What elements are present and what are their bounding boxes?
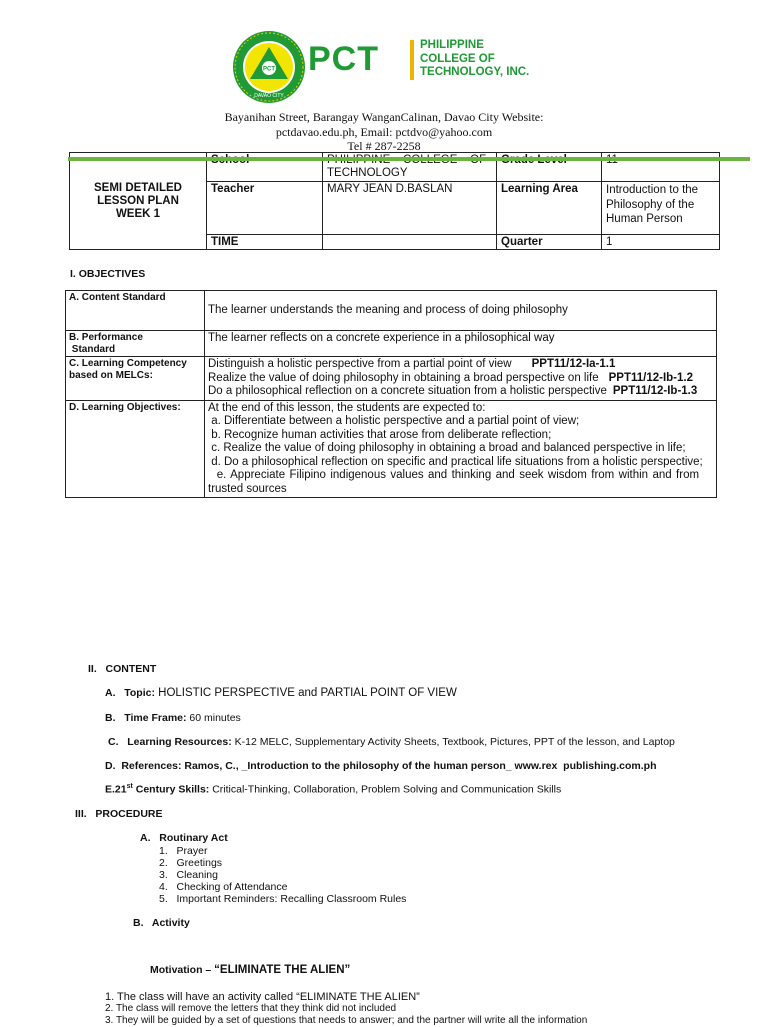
performance-label-line-2: Standard bbox=[69, 343, 116, 355]
list-item: 1. The class will have an activity called “ELIMINATE THE ALIEN” bbox=[105, 991, 420, 1003]
list-item: 3. They will be guided by a set of questions that needs to answer; and the partner will write all the information bbox=[105, 1015, 588, 1026]
skills-label: Century Skills: bbox=[132, 783, 210, 796]
competency-label-line-1: C. Learning Competency bbox=[69, 358, 187, 369]
lesson-info-table bbox=[69, 152, 720, 250]
logo-divider bbox=[410, 40, 414, 80]
performance-label-line-1: B. Performance bbox=[69, 332, 143, 343]
motivation-title: “ELIMINATE THE ALIEN” bbox=[214, 964, 351, 976]
area-line-1: Introduction to the bbox=[606, 184, 699, 196]
learning-objectives-text bbox=[205, 400, 717, 498]
skills-label-pre: E.21 bbox=[105, 783, 127, 796]
learning-competency-text bbox=[205, 357, 717, 401]
activity-label: B. Activity bbox=[133, 917, 190, 929]
routinary-list bbox=[159, 845, 406, 905]
competency-text: Distinguish a holistic perspective from a partial point of view bbox=[208, 358, 512, 370]
school-value-line-2: TECHNOLOGY bbox=[327, 167, 408, 179]
list-item: 1. Prayer bbox=[159, 845, 208, 857]
learning-area-value bbox=[602, 182, 720, 235]
learning-objective-d: d. Do a philosophical reflection on specific and practical life situations from a holistic perspective; bbox=[208, 455, 703, 468]
title-line-3: WEEK 1 bbox=[115, 207, 161, 220]
procedure-heading: III. PROCEDURE bbox=[75, 808, 163, 820]
motivation-label: Motivation – bbox=[150, 964, 215, 976]
list-item: 3. Cleaning bbox=[159, 869, 218, 881]
area-line-3: Human Person bbox=[606, 213, 683, 225]
content-standard-label: A. Content Standard bbox=[66, 291, 205, 331]
header-green-rule bbox=[68, 157, 750, 161]
skills-sup: st bbox=[126, 783, 133, 790]
routinary-act-label: A. Routinary Act bbox=[140, 832, 228, 844]
references-line: D. References: Ramos, C., _Introduction to the philosophy of the human person_ www.rex publishing.com.ph bbox=[105, 760, 657, 772]
performance-standard-label bbox=[66, 331, 205, 357]
objectives-heading: I. OBJECTIVES bbox=[70, 268, 146, 280]
time-frame-label: B. Time Frame: bbox=[105, 712, 187, 724]
content-heading: II. CONTENT bbox=[88, 663, 157, 675]
list-item: 5. Important Reminders: Recalling Classroom Rules bbox=[159, 893, 407, 905]
competency-item bbox=[208, 358, 713, 372]
area-line-2: Philosophy of the bbox=[606, 198, 695, 211]
competency-code: PPT11/12-Ia-1.1 bbox=[531, 358, 616, 370]
institution-name bbox=[420, 39, 529, 80]
topic-line bbox=[105, 687, 457, 699]
learning-intro: At the end of this lesson, the students are expected to: bbox=[208, 401, 486, 414]
competency-text: Realize the value of doing philosophy in obtaining a broad perspective on life bbox=[208, 371, 599, 384]
title-line-2: LESSON PLAN bbox=[97, 194, 179, 207]
learning-competency-label bbox=[66, 357, 205, 401]
performance-standard-text: The learner reflects on a concrete experience in a philosophical way bbox=[205, 331, 717, 357]
list-item: 2. The class will remove the letters that they think did not included bbox=[105, 1003, 397, 1014]
lesson-plan-title bbox=[70, 153, 207, 250]
learning-objective-a: a. Differentiate between a holistic perspective and a partial point of view; bbox=[208, 415, 580, 427]
learning-objective-b: b. Recognize human activities that arose from deliberate reflection; bbox=[208, 428, 552, 441]
address-line-3: Tel # 287-2258 bbox=[347, 139, 421, 153]
topic-label: A. Topic: bbox=[105, 687, 155, 699]
seal-bottom-text: DAVAO CITY bbox=[254, 93, 284, 99]
learning-objective-e: e. Appreciate Filipino indigenous values and thinking and seek wisdom from within and from bbox=[208, 469, 700, 481]
objectives-table bbox=[65, 290, 717, 498]
learning-objectives-label: D. Learning Objectives: bbox=[66, 400, 205, 498]
title-line-1: SEMI DETAILED bbox=[94, 181, 182, 194]
motivation-line bbox=[150, 964, 350, 976]
learning-objective-e-cont: trusted sources bbox=[208, 482, 287, 495]
quarter-value: 1 bbox=[602, 235, 720, 250]
learning-area-label: Learning Area bbox=[497, 182, 602, 235]
competency-code: PPT11/12-Ib-1.3 bbox=[612, 385, 698, 397]
address-block bbox=[0, 110, 768, 154]
competency-label-line-2: based on MELCs: bbox=[69, 369, 153, 381]
resources-value: K-12 MELC, Supplementary Activity Sheets, Textbook, Pictures, PPT of the lesson, and Laptop bbox=[231, 736, 675, 748]
institution-line-2: COLLEGE OF bbox=[420, 52, 495, 65]
teacher-value: MARY JEAN D.BASLAN bbox=[323, 182, 497, 235]
resources-label: C. Learning Resources: bbox=[108, 736, 232, 748]
skills-line bbox=[105, 783, 561, 796]
institution-line-1: PHILIPPINE bbox=[420, 39, 484, 51]
skills-value: Critical-Thinking, Collaboration, Problem Solving and Communication Skills bbox=[209, 783, 562, 796]
competency-code: PPT11/12-Ib-1.2 bbox=[608, 371, 693, 384]
institution-line-3: TECHNOLOGY, INC. bbox=[420, 66, 530, 78]
topic-value: HOLISTIC PERSPECTIVE and PARTIAL POINT OF VIEW bbox=[154, 687, 457, 699]
time-label: TIME bbox=[207, 235, 323, 250]
list-item: 4. Checking of Attendance bbox=[159, 881, 288, 893]
resources-line bbox=[108, 736, 675, 748]
logo-acronym: PCT bbox=[308, 40, 379, 78]
competency-item bbox=[208, 385, 713, 399]
time-frame-value: 60 minutes bbox=[186, 712, 241, 724]
competency-text: Do a philosophical reflection on a concrete situation from a holistic perspective bbox=[208, 385, 607, 397]
content-standard-text: The learner understands the meaning and process of doing philosophy bbox=[205, 291, 717, 331]
address-line-2: pctdavao.edu.ph, Email: pctdvo@yahoo.com bbox=[275, 124, 493, 139]
quarter-label: Quarter bbox=[497, 235, 602, 250]
college-seal-logo bbox=[232, 30, 306, 104]
competency-item bbox=[208, 372, 713, 386]
learning-objective-c: c. Realize the value of doing philosophy in obtaining a broad and balanced perspective in life; bbox=[208, 442, 686, 454]
seal-center-text: PCT bbox=[263, 66, 275, 73]
teacher-label: Teacher bbox=[207, 182, 323, 235]
time-frame-line bbox=[105, 712, 241, 724]
time-value bbox=[323, 235, 497, 250]
address-line-1: Bayanihan Street, Barangay WanganCalinan, Davao City Website: bbox=[224, 110, 544, 124]
motivation-steps bbox=[105, 991, 765, 1027]
list-item: 2. Greetings bbox=[159, 857, 223, 869]
